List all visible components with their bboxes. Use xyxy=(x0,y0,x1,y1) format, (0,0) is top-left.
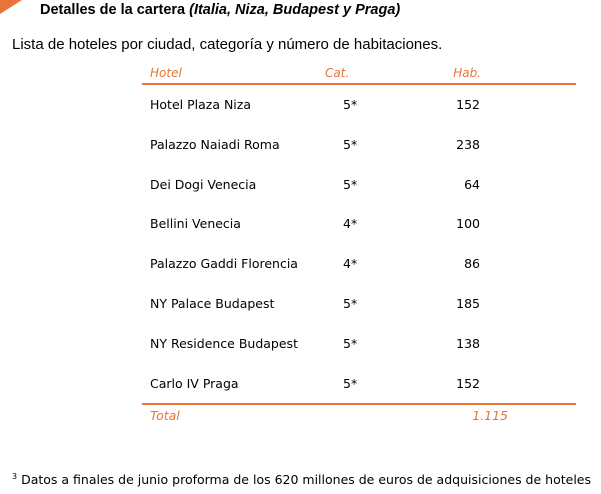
cell-rooms: 152 xyxy=(456,375,480,391)
heading-subtitle: (Italia, Niza, Budapest y Praga) xyxy=(189,2,401,18)
cell-rooms: 185 xyxy=(456,295,480,311)
cell-hotel: Palazzo Gaddi Florencia xyxy=(150,256,298,272)
footnote xyxy=(12,472,591,487)
header-category: Cat. xyxy=(325,66,350,80)
cell-hotel: Dei Dogi Venecia xyxy=(150,176,257,192)
table-row xyxy=(142,244,576,284)
cell-category: 5* xyxy=(343,97,358,112)
table-row xyxy=(142,85,576,125)
cell-hotel: Bellini Venecia xyxy=(150,216,241,232)
table-header xyxy=(142,64,576,85)
table-row xyxy=(142,324,576,364)
cell-rooms: 152 xyxy=(456,97,480,112)
total-label: Total xyxy=(150,408,180,424)
heading-title: Detalles de la cartera xyxy=(40,2,186,18)
total-value: 1.115 xyxy=(472,408,508,424)
cell-hotel: Hotel Plaza Niza xyxy=(150,97,251,112)
cell-category: 5* xyxy=(343,176,358,192)
table-row xyxy=(142,125,576,165)
cell-category: 5* xyxy=(343,375,358,391)
cell-category: 4* xyxy=(343,256,358,272)
table-row xyxy=(142,165,576,205)
cell-rooms: 238 xyxy=(456,136,480,152)
header-rooms: Hab. xyxy=(453,66,481,80)
table-row xyxy=(142,284,576,324)
cell-category: 5* xyxy=(343,295,358,311)
section-heading xyxy=(40,2,400,18)
table-row xyxy=(142,364,576,404)
cell-hotel: NY Residence Budapest xyxy=(150,335,298,351)
footnote-text: Datos a finales de junio proforma de los 620 millones de euros de adquisiciones de hoteles xyxy=(21,472,591,487)
cell-category: 4* xyxy=(343,216,358,232)
header-hotel: Hotel xyxy=(150,66,182,80)
hotels-table xyxy=(142,64,576,429)
cell-rooms: 86 xyxy=(464,256,480,272)
cell-hotel: Carlo IV Praga xyxy=(150,375,239,391)
cell-hotel: Palazzo Naiadi Roma xyxy=(150,136,280,152)
table-row xyxy=(142,204,576,244)
table-total-row xyxy=(142,403,576,429)
intro-text: Lista de hoteles por ciudad, categoría y número de habitaciones. xyxy=(12,36,443,53)
cell-category: 5* xyxy=(343,335,358,351)
corner-accent-mark xyxy=(0,0,22,14)
footnote-marker: 3 xyxy=(12,472,18,481)
cell-rooms: 138 xyxy=(456,335,480,351)
cell-rooms: 64 xyxy=(464,176,480,192)
cell-hotel: NY Palace Budapest xyxy=(150,295,275,311)
cell-category: 5* xyxy=(343,136,358,152)
cell-rooms: 100 xyxy=(456,216,480,232)
